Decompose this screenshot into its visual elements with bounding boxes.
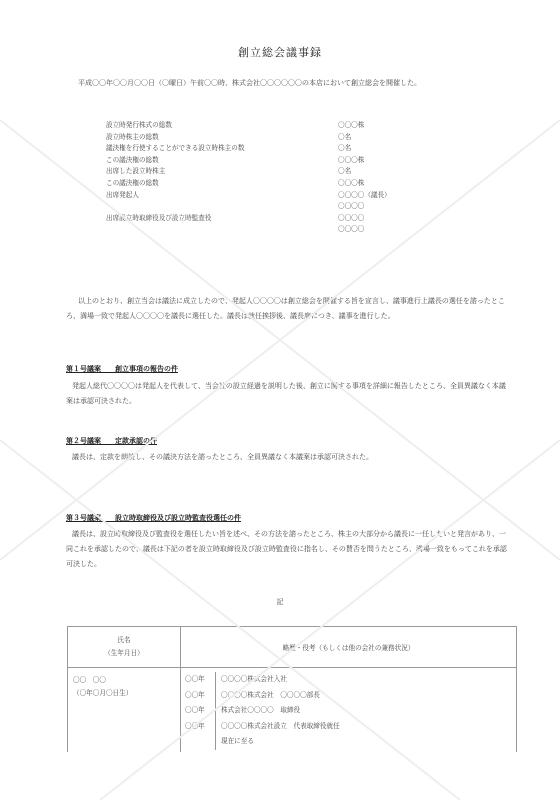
history-desc: 現在に至る: [215, 734, 516, 750]
stat-value: 〇名: [338, 167, 352, 176]
stat-label: 設立時発行株式の総数: [106, 121, 172, 129]
ki-mark: 記: [276, 598, 284, 606]
history-desc: 〇〇〇〇株式会社入社: [215, 672, 516, 688]
stat-label: この議決権の総数: [106, 155, 159, 164]
stat-value: 〇〇〇〇: [338, 213, 365, 222]
officer-table: [67, 626, 517, 752]
name-header: [68, 627, 181, 668]
item1-heading: 第１号議案 創立事項の報告の件: [66, 364, 178, 373]
history-year: 〇〇年: [185, 690, 205, 699]
stat-value: 〇名: [338, 144, 352, 153]
stat-row: [106, 201, 426, 213]
stat-label: 出席した設立時株主: [106, 167, 166, 176]
name-header-label: 氏名: [117, 636, 131, 644]
history-year: 〇〇年: [185, 675, 205, 683]
history-line: [185, 672, 516, 688]
item1-body: 発起人総代〇〇〇〇は発起人を代表して、当会社の設立経過を説明した後、創立に関する事項を詳細に報告したところ、全員異議なく本議案は承認可決された。: [66, 382, 506, 405]
history-desc: 株式会社〇〇〇〇 取締役: [215, 703, 516, 719]
history-line: [185, 734, 516, 750]
stat-row: [106, 166, 426, 178]
history-cell: [181, 668, 517, 753]
stat-label: 出席設立時取締役及び設立時監査役: [106, 213, 212, 222]
history-year: 〇〇年: [185, 706, 205, 714]
stat-row: [106, 224, 426, 236]
document-title: 創立総会議事録: [238, 46, 322, 59]
person-cell: [68, 668, 181, 753]
item3-heading: 第３号議案 設立時取締役及び設立時監査役選任の件: [66, 513, 241, 522]
stat-row: [106, 213, 426, 225]
birth-header-label: （生年月日）: [104, 649, 144, 657]
item2-heading: 第２号議案 定款承認の件: [66, 436, 157, 445]
history-header: 略歴・役考（もしくは他の会社の兼務状況）: [181, 627, 517, 668]
stat-row: [106, 190, 426, 202]
stat-value: 〇名: [338, 132, 352, 141]
history-year: 〇〇年: [185, 721, 205, 730]
stat-value: 〇〇〇株: [338, 121, 365, 129]
table-row: [68, 668, 517, 753]
table-header-row: [68, 627, 517, 668]
stat-label: [106, 224, 338, 236]
history-line: [185, 688, 516, 704]
stat-value: 〇〇〇〇: [338, 202, 365, 211]
stat-row: [106, 143, 426, 155]
stat-value: 〇〇〇〇: [338, 225, 365, 234]
attendance-stats: [106, 120, 426, 236]
item2-body: 議長は、定款を朗読し、その議決方法を諮ったところ、全員異議なく本議案は承認可決された。: [72, 453, 373, 461]
history-year: [185, 734, 215, 750]
stat-value: 〇〇〇株: [338, 178, 365, 187]
stat-label: 出席発起人: [106, 190, 139, 199]
item3-body: 議長は、設立時取締役及び監査役を選任したい旨を述べ、その方法を諮ったところ、株主の大部分から議長に一任したいと発言があり、一同これを承認したので、議長は下記の者を設立時取締役及び設立時監査役に指名し、その賛否を問うたところ、満場一致をもってこれを承認可決した。: [66, 530, 507, 568]
stat-row: [106, 178, 426, 190]
history-line: [185, 703, 516, 719]
history-desc: 〇〇〇〇株式会社設立 代表取締役就任: [215, 719, 516, 735]
stat-label: 議決権を行使することができる設立時株主の数: [106, 144, 245, 153]
person-name: 〇〇 〇〇: [73, 676, 106, 684]
stat-label: 設立時株主の総数: [106, 132, 159, 141]
person-birth: （〇年〇月〇日生）: [73, 689, 133, 697]
stat-value: 〇〇〇〇（議長）: [338, 190, 391, 199]
history-desc: 〇〇〇〇株式会社 〇〇〇〇部長: [215, 688, 516, 704]
history-line: [185, 719, 516, 735]
stat-label: この議決権の総数: [106, 178, 159, 187]
intro-paragraph: 平成〇〇年〇〇月〇〇日（〇曜日）午前〇〇時、株式会社〇〇〇〇〇〇の本店において創立総会を開催した。: [78, 79, 421, 87]
stat-row: [106, 155, 426, 167]
stat-row: [106, 120, 426, 132]
stat-label: [106, 201, 338, 213]
stat-row: [106, 132, 426, 144]
opening-paragraph: 以上のとおり、創立当会は議法に成立したので、発起人〇〇〇〇は創立総会を開催する旨を宣言し、議事進行上議長の選任を諮ったところ、満場一致で発起人〇〇〇〇を議長に選任した。議長は就任挨拶後、議長席につき、議事を進行した。: [66, 297, 505, 320]
stat-value: 〇〇〇株: [338, 155, 365, 164]
